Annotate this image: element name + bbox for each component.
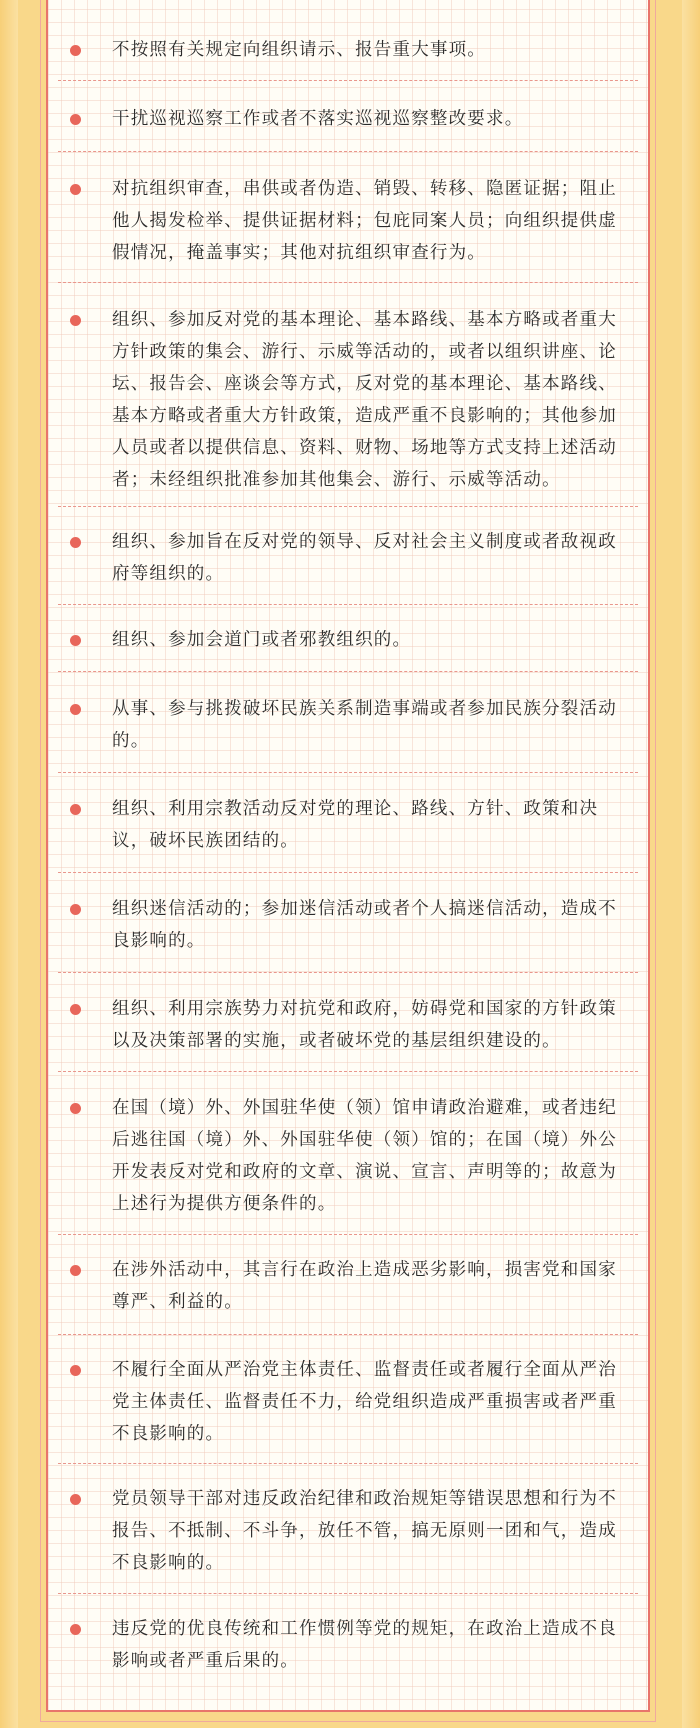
dashed-divider xyxy=(58,604,638,605)
dashed-divider xyxy=(58,1463,638,1464)
bullet-dot-icon xyxy=(70,1004,81,1015)
bullet-dot-icon xyxy=(70,1624,81,1635)
dashed-divider xyxy=(58,80,638,81)
bullet-dot-icon xyxy=(70,635,81,646)
bullet-dot-icon xyxy=(70,1365,81,1376)
list-item-text: 对抗组织审查，串供或者伪造、销毁、转移、隐匿证据；阻止他人揭发检举、提供证据材料；包庇同案人员；向组织提供虚假情况，掩盖事实；其他对抗组织审查行为。 xyxy=(112,179,617,263)
dashed-divider xyxy=(58,1071,638,1072)
list-item-text: 在国（境）外、外国驻华使（领）馆申请政治避难，或者违纪后逃往国（境）外、外国驻华使（领）馆的；在国（境）外公开发表反对党和政府的文章、演说、宣言、声明等的；故意为上述行为提供方便条件的。 xyxy=(112,1098,617,1214)
list-item-text: 违反党的优良传统和工作惯例等党的规矩，在政治上造成不良影响或者严重后果的。 xyxy=(112,1619,617,1671)
dashed-divider xyxy=(58,872,638,873)
list-item-text: 组织、参加反对党的基本理论、基本路线、基本方略或者重大方针政策的集会、游行、示威等活动的，或者以组织讲座、论坛、报告会、座谈会等方式，反对党的基本理论、基本路线、基本方略或者重大方针政策，造成严重不良影响的；其他参加人员或者以提供信息、资料、财物、场地等方式支持上述活动者；未经组织批准参加其他集会、游行、示威等活动。 xyxy=(112,310,617,490)
list-item-text: 从事、参与挑拨破坏民族关系制造事端或者参加民族分裂活动的。 xyxy=(112,699,617,751)
list-item-text: 组织、参加会道门或者邪教组织的。 xyxy=(112,630,412,650)
bullet-dot-icon xyxy=(70,45,81,56)
dashed-divider xyxy=(58,151,638,152)
bullet-dot-icon xyxy=(70,804,81,815)
bullet-dot-icon xyxy=(70,1103,81,1114)
left-decor-band xyxy=(0,0,18,1728)
list-item-text: 干扰巡视巡察工作或者不落实巡视巡察整改要求。 xyxy=(112,109,524,129)
list-item-text: 组织迷信活动的；参加迷信活动或者个人搞迷信活动，造成不良影响的。 xyxy=(112,899,617,951)
dashed-divider xyxy=(58,1593,638,1594)
bullet-dot-icon xyxy=(70,184,81,195)
dashed-divider xyxy=(58,1234,638,1235)
dashed-divider xyxy=(58,972,638,973)
list-item-text: 不履行全面从严治党主体责任、监督责任或者履行全面从严治党主体责任、监督责任不力，给党组织造成严重损害或者严重不良影响的。 xyxy=(112,1360,617,1444)
content-card xyxy=(46,0,650,1712)
list-item-text: 组织、利用宗教活动反对党的理论、路线、方针、政策和决议，破坏民族团结的。 xyxy=(112,799,599,851)
list-item-text: 党员领导干部对违反政治纪律和政治规矩等错误思想和行为不报告、不抵制、不斗争，放任不管，搞无原则一团和气，造成不良影响的。 xyxy=(112,1489,617,1573)
list-item-text: 组织、利用宗族势力对抗党和政府，妨碍党和国家的方针政策以及决策部署的实施，或者破坏党的基层组织建设的。 xyxy=(112,999,617,1051)
dashed-divider xyxy=(58,671,638,672)
list-item-text: 不按照有关规定向组织请示、报告重大事项。 xyxy=(112,40,486,60)
bullet-dot-icon xyxy=(70,904,81,915)
list-item-text: 在涉外活动中，其言行在政治上造成恶劣影响，损害党和国家尊严、利益的。 xyxy=(112,1260,617,1312)
dashed-divider xyxy=(58,282,638,283)
bullet-dot-icon xyxy=(70,537,81,548)
bullet-dot-icon xyxy=(70,315,81,326)
dashed-divider xyxy=(58,1334,638,1335)
bullet-dot-icon xyxy=(70,704,81,715)
bullet-dot-icon xyxy=(70,1265,81,1276)
list-item-text: 组织、参加旨在反对党的领导、反对社会主义制度或者敌视政府等组织的。 xyxy=(112,532,617,584)
dashed-divider xyxy=(58,772,638,773)
dashed-divider xyxy=(58,506,638,507)
right-decor-band xyxy=(682,0,700,1728)
bullet-dot-icon xyxy=(70,114,81,125)
bullet-dot-icon xyxy=(70,1494,81,1505)
